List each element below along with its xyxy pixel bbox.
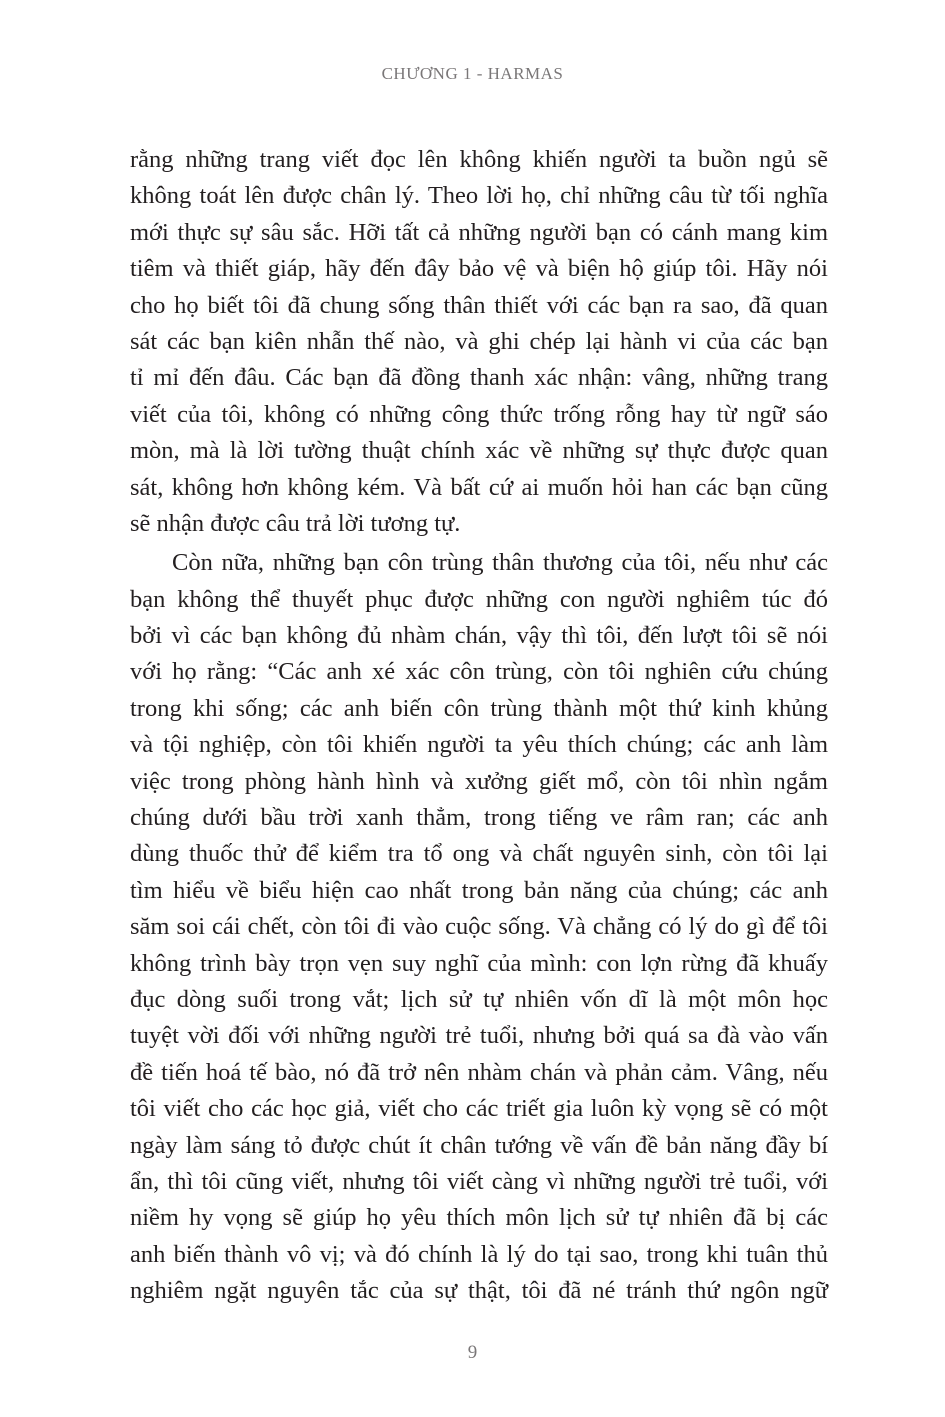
text-line: tỉ mỉ đến đâu. Các bạn đã đồng thanh xác nhận: vâng, những trang xyxy=(130,364,828,392)
text-line: Còn nữa, những bạn côn trùng thân thương của tôi, nếu như các xyxy=(172,549,828,577)
text-line: mới thực sự sâu sắc. Hỡi tất cả những người bạn có cánh mang kim xyxy=(130,218,828,246)
text-line: chúng dưới bầu trời xanh thẳm, trong tiếng ve râm ran; các anh xyxy=(130,804,828,832)
text-line: đề tiến hoá tế bào, nó đã trở nên nhàm chán và phản cảm. Vâng, nếu xyxy=(130,1058,828,1086)
running-head: CHƯƠNG 1 - HARMAS xyxy=(381,64,564,83)
text-line: tôi viết cho các học giả, viết cho các triết gia luôn kỳ vọng sẽ có một xyxy=(130,1095,828,1123)
text-line: bạn không thể thuyết phục được những con người nghiêm túc đó xyxy=(130,585,828,613)
text-line: sát, không hơn không kém. Và bất cứ ai muốn hỏi han các bạn cũng xyxy=(130,473,828,501)
text-line: dùng thuốc thử để kiểm tra tổ ong và chất nguyên sinh, còn tôi lại xyxy=(130,840,828,868)
page-number: 9 xyxy=(467,1342,478,1363)
text-line: niềm hy vọng sẽ giúp họ yêu thích môn lịch sử tự nhiên đã bị các xyxy=(130,1204,828,1232)
text-line: không toát lên được chân lý. Theo lời họ, chỉ những câu từ tối nghĩa xyxy=(130,182,828,210)
text-line: và tội nghiệp, còn tôi khiến người ta yêu thích chúng; các anh làm xyxy=(130,731,828,759)
text-line: đục dòng suối trong vắt; lịch sử tự nhiên vốn dĩ là một môn học xyxy=(130,985,828,1013)
text-line: tuyệt vời đối với những người trẻ tuổi, nhưng bởi quá sa đà vào vấn xyxy=(130,1022,828,1050)
text-line: không trình bày trọn vẹn suy nghĩ của mình: con lợn rừng đã khuấy xyxy=(130,949,828,977)
text-line: cho họ biết tôi đã chung sống thân thiết với các bạn ra sao, đã quan xyxy=(130,291,828,319)
text-line: viết của tôi, không có những công thức trống rỗng hay từ ngữ sáo xyxy=(130,400,828,428)
text-line: rằng những trang viết đọc lên không khiến người ta buồn ngủ sẽ xyxy=(130,146,828,173)
text-line: săm soi cái chết, còn tôi đi vào cuộc sống. Và chẳng có lý do gì để tôi xyxy=(130,913,828,941)
paragraph xyxy=(130,142,828,542)
text-line: tiêm và thiết giáp, hãy đến đây bảo vệ và biện hộ giúp tôi. Hãy nói xyxy=(130,255,828,283)
text-line: ngày làm sáng tỏ được chút ít chân tướng về vấn đề bản năng đầy bí xyxy=(130,1131,828,1159)
text-line: trong khi sống; các anh biến côn trùng thành một thứ kinh khủng xyxy=(130,694,828,722)
text-line: mòn, mà là lời tường thuật chính xác về những sự thực được quan xyxy=(130,437,828,465)
paragraph xyxy=(130,545,828,1309)
body-text xyxy=(130,142,828,1310)
text-line: sẽ nhận được câu trả lời tương tự. xyxy=(130,509,461,537)
text-line: nghiêm ngặt nguyên tắc của sự thật, tôi đã né tránh thứ ngôn ngữ xyxy=(130,1277,828,1305)
text-line: sát các bạn kiên nhẫn thế nào, và ghi chép lại hành vi của các bạn xyxy=(130,327,828,355)
text-line: với họ rằng: “Các anh xé xác côn trùng, còn tôi nghiên cứu chúng xyxy=(130,658,828,686)
text-line: bởi vì các bạn không đủ nhàm chán, vậy thì tôi, đến lượt tôi sẽ nói xyxy=(130,622,828,650)
text-line: anh biến thành vô vị; và đó chính là lý do tại sao, trong khi tuân thủ xyxy=(130,1240,828,1268)
text-line: ẩn, thì tôi cũng viết, nhưng tôi viết càng vì những người trẻ tuổi, với xyxy=(130,1167,828,1195)
text-line: việc trong phòng hành hình và xưởng giết mổ, còn tôi nhìn ngắm xyxy=(130,767,828,795)
text-line: tìm hiểu về biểu hiện cao nhất trong bản năng của chúng; các anh xyxy=(130,876,828,904)
